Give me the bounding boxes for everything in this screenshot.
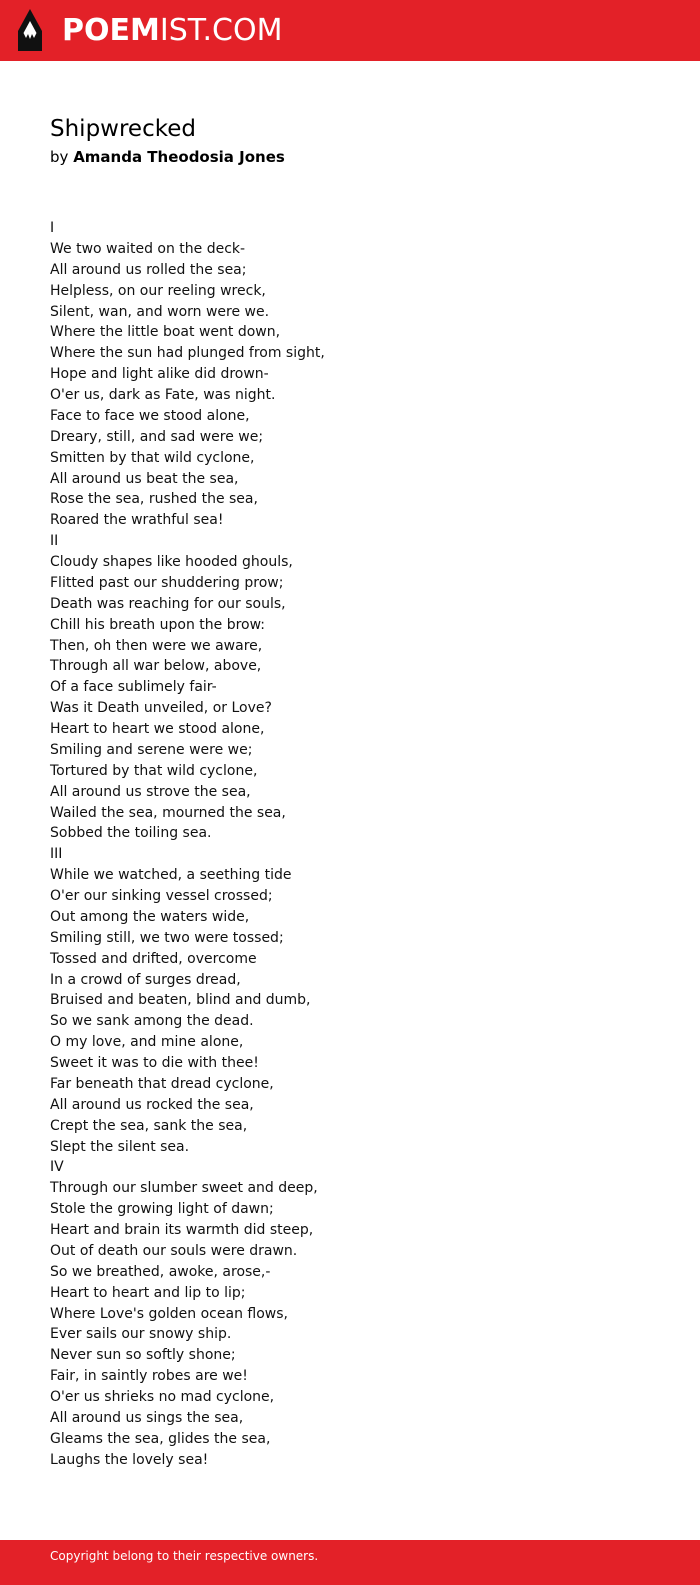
poem-line: Heart and brain its warmth did steep, <box>50 1222 314 1238</box>
poem-line: Fair, in saintly robes are we! <box>50 1368 248 1385</box>
poem-line: Gleams the sea, glides the sea, <box>50 1430 271 1447</box>
poem-line: Cloudy shapes like hooded ghouls, <box>50 554 293 570</box>
poem-line: Crept the sea, sank the sea, <box>50 1117 248 1134</box>
poem-line: Chill his breath upon the brow: <box>50 616 265 633</box>
poem-line: Where the sun had plunged from sight, <box>50 345 325 362</box>
poem-line: All around us strove the sea, <box>50 783 251 800</box>
poem-line: Wailed the sea, mourned the sea, <box>50 804 286 821</box>
poem-line: Smiling and serene were we; <box>50 741 253 758</box>
poem-line: So we sank among the dead. <box>50 1013 254 1030</box>
poem-line: Helpless, on our reeling wreck, <box>50 282 266 299</box>
poem-line: All around us rocked the sea, <box>50 1096 254 1113</box>
site-header <box>0 0 700 61</box>
poem-line: All around us sings the sea, <box>50 1409 244 1426</box>
poem-line: O'er us, dark as Fate, was night. <box>50 387 276 403</box>
site-logo[interactable] <box>62 11 282 51</box>
copyright-text: Copyright belong to their respective owners. <box>50 1549 319 1563</box>
poem-line: Tossed and drifted, overcome <box>50 950 257 967</box>
poem-line: Was it Death unveiled, or Love? <box>50 700 272 717</box>
poem-content <box>50 114 650 1471</box>
poem-line: II <box>50 533 59 550</box>
poem-line: Smitten by that wild cyclone, <box>50 449 255 466</box>
poem-line: Out among the waters wide, <box>50 908 250 925</box>
poem-line: While we watched, a seething tide <box>50 867 292 884</box>
poem-line: Then, oh then were we aware, <box>50 637 263 654</box>
poem-line: Sweet it was to die with thee! <box>50 1055 259 1071</box>
poem-line: Hope and light alike did drown- <box>50 366 269 383</box>
poem-line: Flitted past our shuddering prow; <box>50 574 284 591</box>
logo-bold-text: POEM <box>62 13 160 48</box>
poem-line: I <box>50 220 55 236</box>
poem-line: Tortured by that wild cyclone, <box>50 762 258 779</box>
poem-line: Where Love's golden ocean flows, <box>50 1305 288 1322</box>
poem-line: In a crowd of surges dread, <box>50 971 241 988</box>
poem-line: All around us rolled the sea; <box>50 261 247 278</box>
poem-line: Rose the sea, rushed the sea, <box>50 491 258 508</box>
poem-line: Dreary, still, and sad were we; <box>50 428 264 445</box>
poem-line: Far beneath that dread cyclone, <box>50 1075 274 1092</box>
poem-line: Heart to heart and lip to lip; <box>50 1284 246 1301</box>
poem-line: Out of death our souls were drawn. <box>50 1242 298 1259</box>
poem-line: Face to face we stood alone, <box>50 407 250 424</box>
poem-line: Smiling still, we two were tossed; <box>50 929 284 946</box>
poem-line: O'er us shrieks no mad cyclone, <box>50 1389 275 1405</box>
poem-line: Roared the wrathful sea! <box>50 512 224 529</box>
poem-line: All around us beat the sea, <box>50 470 239 487</box>
author-name[interactable]: Amanda Theodosia Jones <box>73 148 285 166</box>
poem-line: O'er our sinking vessel crossed; <box>50 888 273 904</box>
poem-line: Heart to heart we stood alone, <box>50 721 265 737</box>
poem-line: So we breathed, awoke, arose,- <box>50 1263 271 1280</box>
poem-line: Stole the growing light of dawn; <box>50 1201 274 1218</box>
poem-line: Through all war below, above, <box>50 658 262 675</box>
poem-byline <box>50 145 650 170</box>
poem-line: Laughs the lovely sea! <box>50 1451 209 1468</box>
poem-line: Bruised and beaten, blind and dumb, <box>50 992 311 1009</box>
poem-line: IV <box>50 1159 64 1176</box>
poem-line: Ever sails our snowy ship. <box>50 1326 232 1343</box>
poem-body <box>50 218 650 1471</box>
poem-line: Silent, wan, and worn were we. <box>50 303 270 320</box>
poem-line: Of a face sublimely fair- <box>50 679 217 696</box>
by-label: by <box>50 148 69 166</box>
poem-line: Slept the silent sea. <box>50 1138 190 1155</box>
poem-line: Sobbed the toiling sea. <box>50 825 212 842</box>
pencil-tip-icon[interactable] <box>18 9 42 51</box>
poem-line: Where the little boat went down, <box>50 324 281 341</box>
site-footer <box>0 1540 700 1585</box>
poem-title: Shipwrecked <box>50 116 196 142</box>
poem-line: Through our slumber sweet and deep, <box>50 1180 318 1197</box>
poem-line: Death was reaching for our souls, <box>50 595 286 612</box>
poem-line: O my love, and mine alone, <box>50 1034 244 1051</box>
poem-line: III <box>50 846 63 863</box>
poem-line: We two waited on the deck- <box>50 240 246 257</box>
poem-line: Never sun so softly shone; <box>50 1347 236 1364</box>
logo-light-text: IST.COM <box>159 13 283 48</box>
